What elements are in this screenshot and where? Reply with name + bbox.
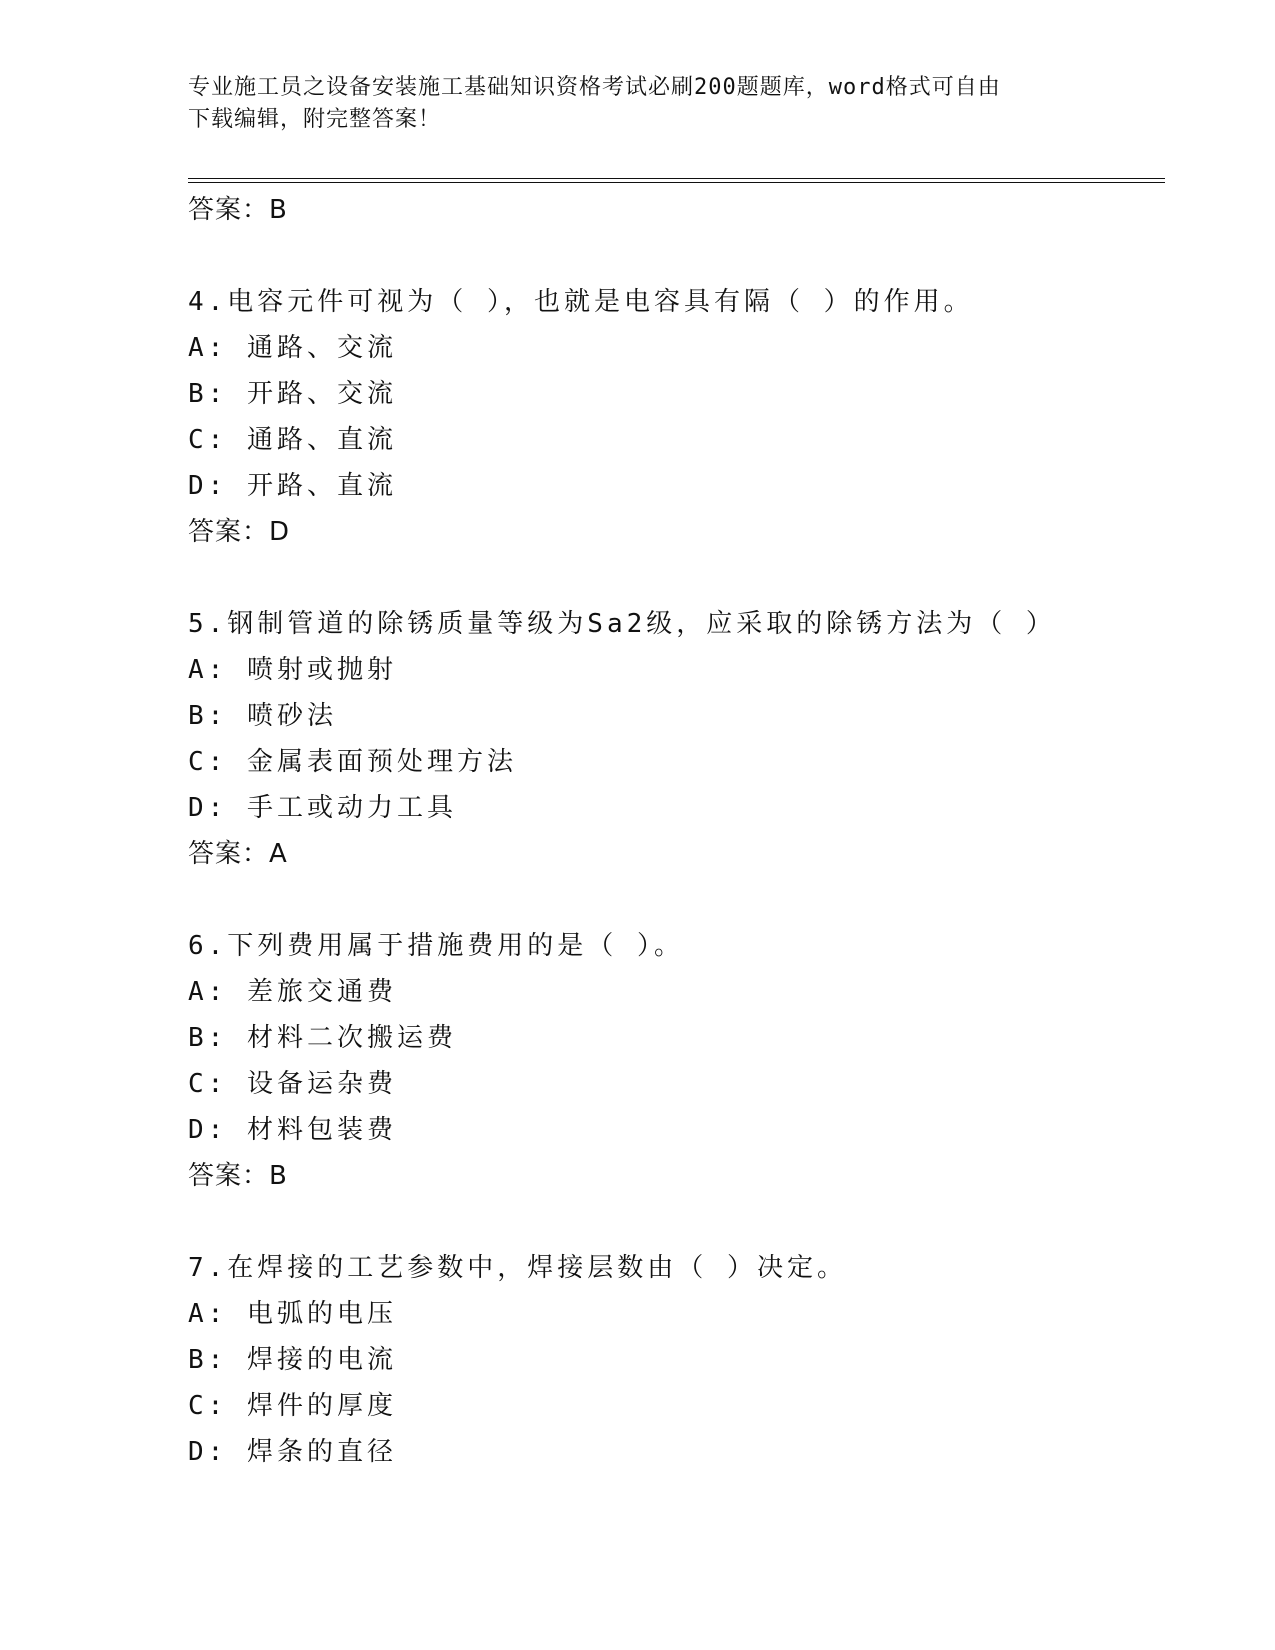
question-6 bbox=[188, 923, 1165, 1199]
option-b: B: 材料二次搬运费 bbox=[188, 1023, 457, 1053]
question-stem: 6.下列费用属于措施费用的是（ ）。 bbox=[188, 931, 684, 961]
question-4 bbox=[188, 279, 1165, 555]
spacer bbox=[188, 233, 1165, 279]
question-stem: 4.电容元件可视为（ ），也就是电容具有隔（ ）的作用。 bbox=[188, 287, 974, 317]
question-7 bbox=[188, 1245, 1165, 1475]
question-stem: 5.钢制管道的除锈质量等级为Sa2级，应采取的除锈方法为（ ） bbox=[188, 609, 1056, 639]
previous-answer: 答案：B bbox=[188, 195, 288, 225]
option-b: B: 焊接的电流 bbox=[188, 1345, 397, 1375]
header-line-2: 下载编辑，附完整答案！ bbox=[188, 107, 442, 132]
question-5 bbox=[188, 601, 1165, 877]
question-answer: 答案：A bbox=[188, 839, 288, 869]
option-c: C: 焊件的厚度 bbox=[188, 1391, 397, 1421]
option-d: D: 手工或动力工具 bbox=[188, 793, 457, 823]
option-a: A: 电弧的电压 bbox=[188, 1299, 397, 1329]
option-b: B: 开路、交流 bbox=[188, 379, 397, 409]
option-d: D: 开路、直流 bbox=[188, 471, 397, 501]
header-divider bbox=[188, 178, 1165, 183]
question-answer: 答案：D bbox=[188, 517, 291, 547]
document-header bbox=[188, 72, 1088, 136]
option-d: D: 焊条的直径 bbox=[188, 1437, 397, 1467]
question-stem: 7.在焊接的工艺参数中，焊接层数由（ ）决定。 bbox=[188, 1253, 847, 1283]
option-a: A: 通路、交流 bbox=[188, 333, 397, 363]
option-b: B: 喷砂法 bbox=[188, 701, 337, 731]
header-line-1: 专业施工员之设备安装施工基础知识资格考试必刷200题题库，word格式可自由 bbox=[188, 75, 1001, 100]
question-list bbox=[188, 187, 1165, 1475]
option-c: C: 金属表面预处理方法 bbox=[188, 747, 517, 777]
spacer bbox=[188, 1199, 1165, 1245]
option-c: C: 通路、直流 bbox=[188, 425, 397, 455]
option-c: C: 设备运杂费 bbox=[188, 1069, 397, 1099]
option-a: A: 喷射或抛射 bbox=[188, 655, 397, 685]
option-d: D: 材料包装费 bbox=[188, 1115, 397, 1145]
spacer bbox=[188, 877, 1165, 923]
question-answer: 答案：B bbox=[188, 1161, 288, 1191]
option-a: A: 差旅交通费 bbox=[188, 977, 397, 1007]
spacer bbox=[188, 555, 1165, 601]
